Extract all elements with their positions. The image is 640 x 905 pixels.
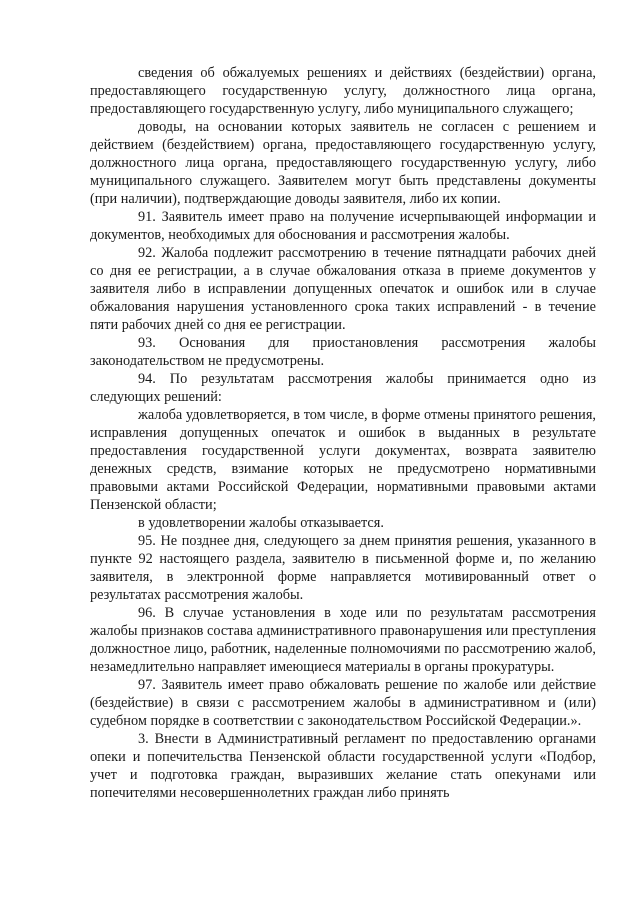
paragraph-92: 92. Жалоба подлежит рассмотрению в течение пятнадцати рабочих дней со дня ее регистрации, а в случае обжалования отказа в приеме документов у заявителя либо в исправлении допущенных опечаток и ошибок или в случае обжалования нарушения установленного срока таких исправлений - в течение пяти рабочих дней со дня ее регистрации. (90, 245, 596, 333)
paragraph-96: 96. В случае установления в ходе или по результатам рассмотрения жалобы признаков состава административного правонарушения или преступления должностное лицо, работник, наделенные полномочиями по рассмотрению жалоб, незамедлительно направляет имеющиеся материалы в органы прокуратуры. (90, 605, 596, 675)
paragraph-94: 94. По результатам рассмотрения жалобы принимается одно из следующих решений: (90, 371, 596, 405)
paragraph-complaint-satisfied: жалоба удовлетворяется, в том числе, в форме отмены принятого решения, исправления допущенных опечаток и ошибок в выданных в результате предоставления государственной услуги документах, возврата заявителю денежных средств, взимание которых не предусмотрено нормативными правовыми актами Российской Федерации, нормативными правовыми актами Пензенской области; (90, 407, 596, 513)
paragraph-95: 95. Не позднее дня, следующего за днем принятия решения, указанного в пункте 92 настоящего раздела, заявителю в письменной форме и, по желанию заявителя, в электронной форме направляется мотивированный ответ о результатах рассмотрения жалобы. (90, 533, 596, 603)
paragraph-93: 93. Основания для приостановления рассмотрения жалобы законодательством не предусмотрены. (90, 335, 596, 369)
paragraph-complaint-refused: в удовлетворении жалобы отказывается. (138, 515, 384, 531)
paragraph-97: 97. Заявитель имеет право обжаловать решение по жалобе или действие (бездействие) в связи с рассмотрением жалобы в административном и (или) судебном порядке в соответствии с законодательством Российской Федерации.». (90, 677, 596, 729)
document-body (90, 64, 596, 802)
paragraph-appeal-info: сведения об обжалуемых решениях и действиях (бездействии) органа, предоставляющего государственную услугу, должностного лица органа, предоставляющего государственную услугу, либо муниципального служащего; (90, 65, 596, 117)
paragraph-3: 3. Внести в Административный регламент по предоставлению органами опеки и попечительства Пензенской области государственной услуги «Подбор, учет и подготовка граждан, выразивших желание стать опекунами или попечителями несовершеннолетних граждан либо принять (90, 731, 596, 801)
paragraph-arguments: доводы, на основании которых заявитель не согласен с решением и действием (бездействием) органа, предоставляющего государственную услугу, должностного лица органа, предоставляющего государственную услугу, либо муниципального служащего. Заявителем могут быть представлены документы (при наличии), подтверждающие доводы заявителя, либо их копии. (90, 119, 596, 207)
paragraph-91: 91. Заявитель имеет право на получение исчерпывающей информации и документов, необходимых для обоснования и рассмотрения жалобы. (90, 209, 596, 243)
